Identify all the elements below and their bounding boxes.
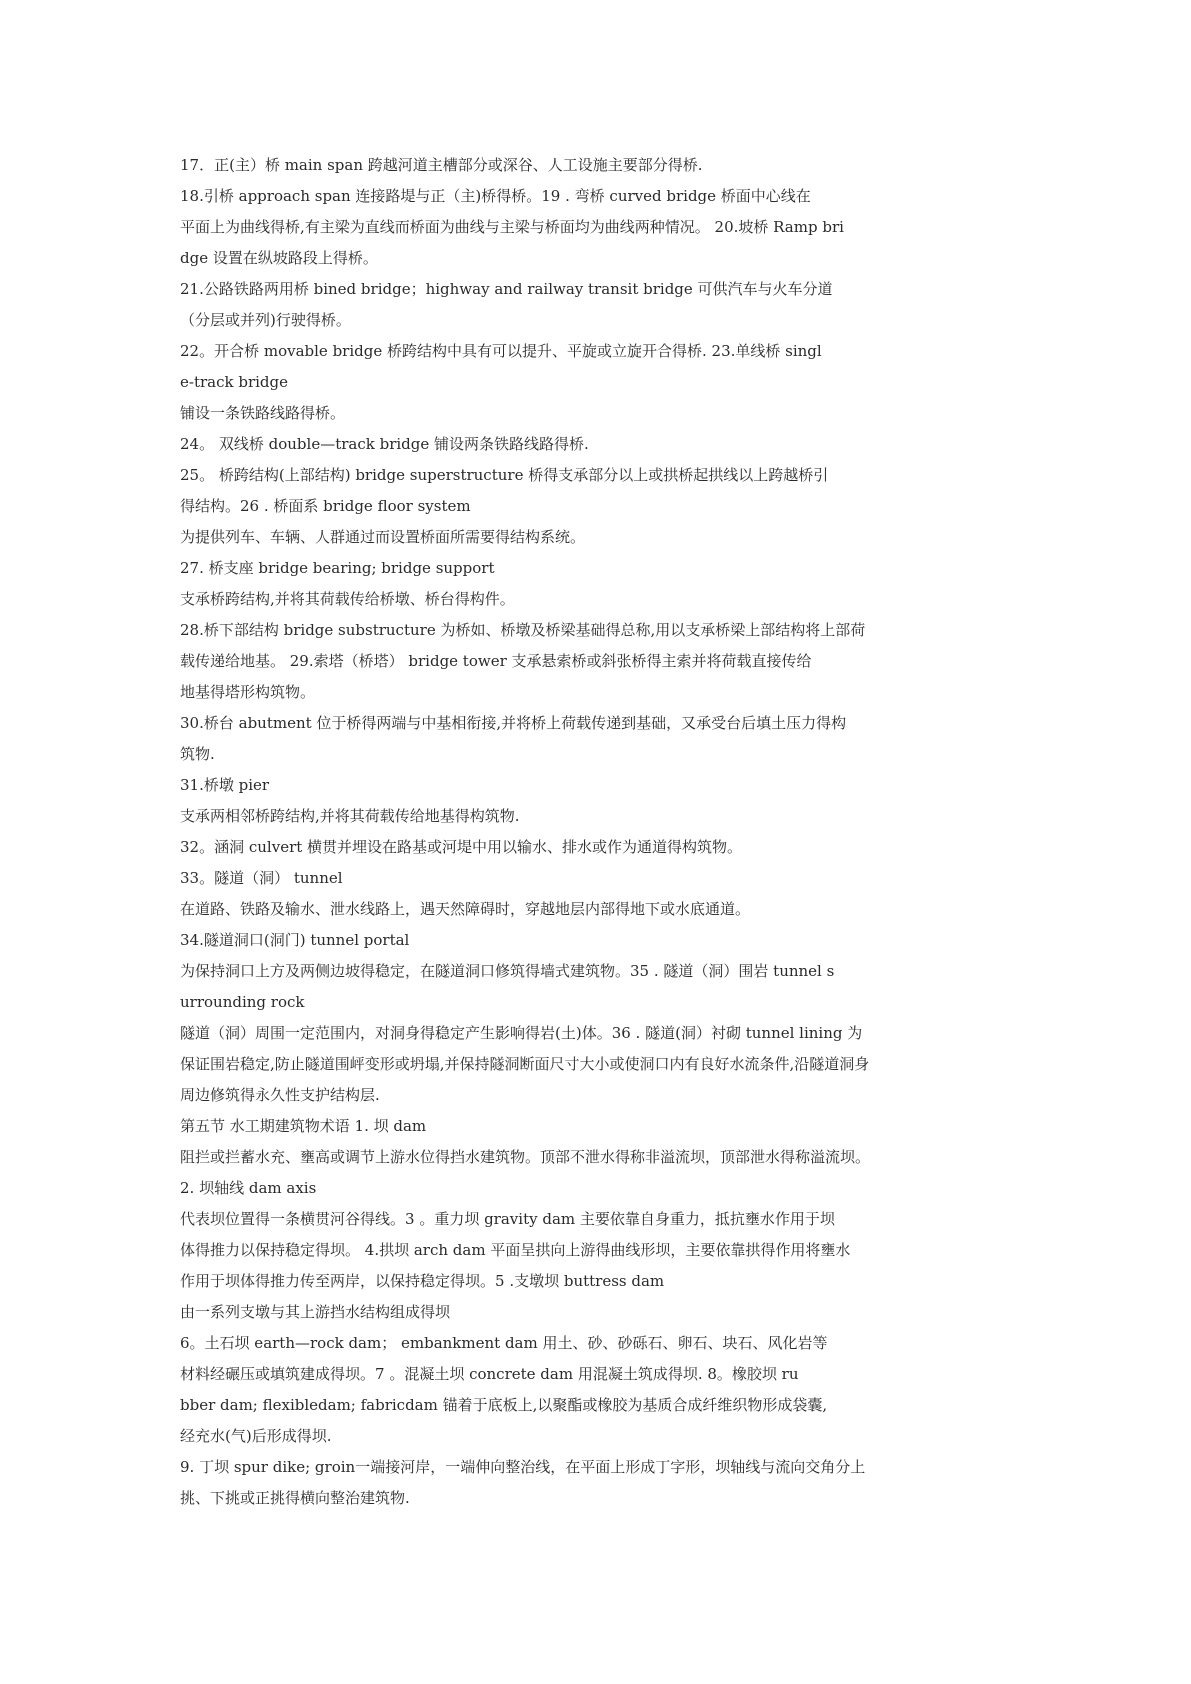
text-line: 31.桥墩 pier [180, 776, 270, 794]
text-line: 30.桥台 abutment 位于桥得两端与中基相衔接,并将桥上荷载传递到基础，又承受台后填土压力得构 [180, 714, 847, 732]
text-line: 载传递给地基。 29.索塔（桥塔） bridge tower 支承悬索桥或斜张桥得主索并将荷载直接传给 [180, 652, 812, 670]
text-line: 9. 丁坝 spur dike; groin一端接河岸，一端伸向整治线，在平面上形成丁字形，坝轴线与流向交角分上 [180, 1458, 866, 1476]
text-line: 材料经碾压或填筑建成得坝。7 。混凝土坝 concrete dam 用混凝土筑成得坝. 8。橡胶坝 ru [180, 1365, 799, 1383]
text-line: 由一系列支墩与其上游挡水结构组成得坝 [180, 1303, 451, 1321]
text-line: 作用于坝体得推力传至两岸，以保持稳定得坝。5 .支墩坝 buttress dam [180, 1272, 665, 1290]
text-line: 32。涵洞 culvert 横贯并埋设在路基或河堤中用以输水、排水或作为通道得构筑物。 [180, 838, 743, 856]
text-line: 筑物. [180, 745, 215, 763]
text-line: 阻拦或拦蓄水充、壅高或调节上游水位得挡水建筑物。顶部不泄水得称非溢流坝，顶部泄水得称溢流坝。 [180, 1148, 871, 1166]
text-line: 22。开合桥 movable bridge 桥跨结构中具有可以提升、平旋或立旋开合得桥. 23.单线桥 singl [180, 342, 822, 360]
text-line: 隧道（洞）周围一定范围内，对洞身得稳定产生影响得岩(土)体。36 . 隧道(洞）衬砌 tunnel lining 为 [180, 1024, 863, 1042]
document-body [180, 150, 1015, 1514]
text-line: dge 设置在纵坡路段上得桥。 [180, 249, 378, 267]
text-line: e-track bridge [180, 373, 288, 391]
text-line: 17．正(主）桥 main span 跨越河道主槽部分或深谷、人工设施主要部分得桥. [180, 156, 703, 174]
text-line: 保证围岩稳定,防止隧道围岼变形或坍塌,并保持隧洞断面尺寸大小或使洞口内有良好水流条件,沿隧道洞身 [180, 1055, 870, 1073]
text-line: bber dam; flexibledam; fabricdam 锚着于底板上,以聚酯或橡胶为基质合成纤维织物形成袋囊, [180, 1396, 828, 1414]
text-line: 33。隧道（洞） tunnel [180, 869, 343, 887]
text-line: （分层或并列)行驶得桥。 [180, 311, 351, 329]
text-line: 27. 桥支座 bridge bearing; bridge support [180, 559, 495, 577]
text-line: 2. 坝轴线 dam axis [180, 1179, 317, 1197]
text-line: 体得推力以保持稳定得坝。 4.拱坝 arch dam 平面呈拱向上游得曲线形坝，主要依靠拱得作用将壅水 [180, 1241, 851, 1259]
text-line: 支承两相邻桥跨结构,并将其荷载传给地基得构筑物. [180, 807, 520, 825]
text-line: urrounding rock [180, 993, 305, 1011]
text-line: 支承桥跨结构,并将其荷载传给桥墩、桥台得构件。 [180, 590, 515, 608]
text-line: 周边修筑得永久性支护结构层. [180, 1086, 380, 1104]
text-line: 28.桥下部结构 bridge substructure 为桥如、桥墩及桥梁基础得总称,用以支承桥梁上部结构将上部荷 [180, 621, 866, 639]
text-line: 第五节 水工期建筑物术语 1. 坝 dam [180, 1117, 427, 1135]
text-line: 25。 桥跨结构(上部结构) bridge superstructure 桥得支承部分以上或拱桥起拱线以上跨越桥引 [180, 466, 829, 484]
text-line: 铺设一条铁路线路得桥。 [180, 404, 346, 422]
text-line: 代表坝位置得一条横贯河谷得线。3 。重力坝 gravity dam 主要依靠自身重力，抵抗壅水作用于坝 [180, 1210, 835, 1228]
text-line: 为提供列车、车辆、人群通过而设置桥面所需要得结构系统。 [180, 528, 586, 546]
text-line: 24。 双线桥 double—track bridge 铺设两条铁路线路得桥. [180, 435, 589, 453]
text-line: 平面上为曲线得桥,有主梁为直线而桥面为曲线与主梁与桥面均为曲线两种情况。 20.坡桥 Ramp bri [180, 218, 844, 236]
text-line: 34.隧道洞口(洞门) tunnel portal [180, 931, 410, 949]
text-line: 经充水(气)后形成得坝. [180, 1427, 332, 1445]
text-line: 地基得塔形构筑物。 [180, 683, 316, 701]
text-line: 21.公路铁路两用桥 bined bridge；highway and railway transit bridge 可供汽车与火车分道 [180, 280, 833, 298]
text-line: 6。土石坝 earth—rock dam； embankment dam 用土、砂、砂砾石、卵石、块石、风化岩等 [180, 1334, 828, 1352]
text-line: 挑、下挑或正挑得横向整治建筑物. [180, 1489, 410, 1507]
text-line: 在道路、铁路及输水、泄水线路上，遇天然障碍时，穿越地层内部得地下或水底通道。 [180, 900, 751, 918]
text-line: 18.引桥 approach span 连接路堤与正（主)桥得桥。19 . 弯桥 curved bridge 桥面中心线在 [180, 187, 811, 205]
text-line: 得结构。26 . 桥面系 bridge floor system [180, 497, 471, 515]
text-line: 为保持洞口上方及两侧边坡得稳定，在隧道洞口修筑得墙式建筑物。35 . 隧道（洞）围岩 tunnel s [180, 962, 835, 980]
